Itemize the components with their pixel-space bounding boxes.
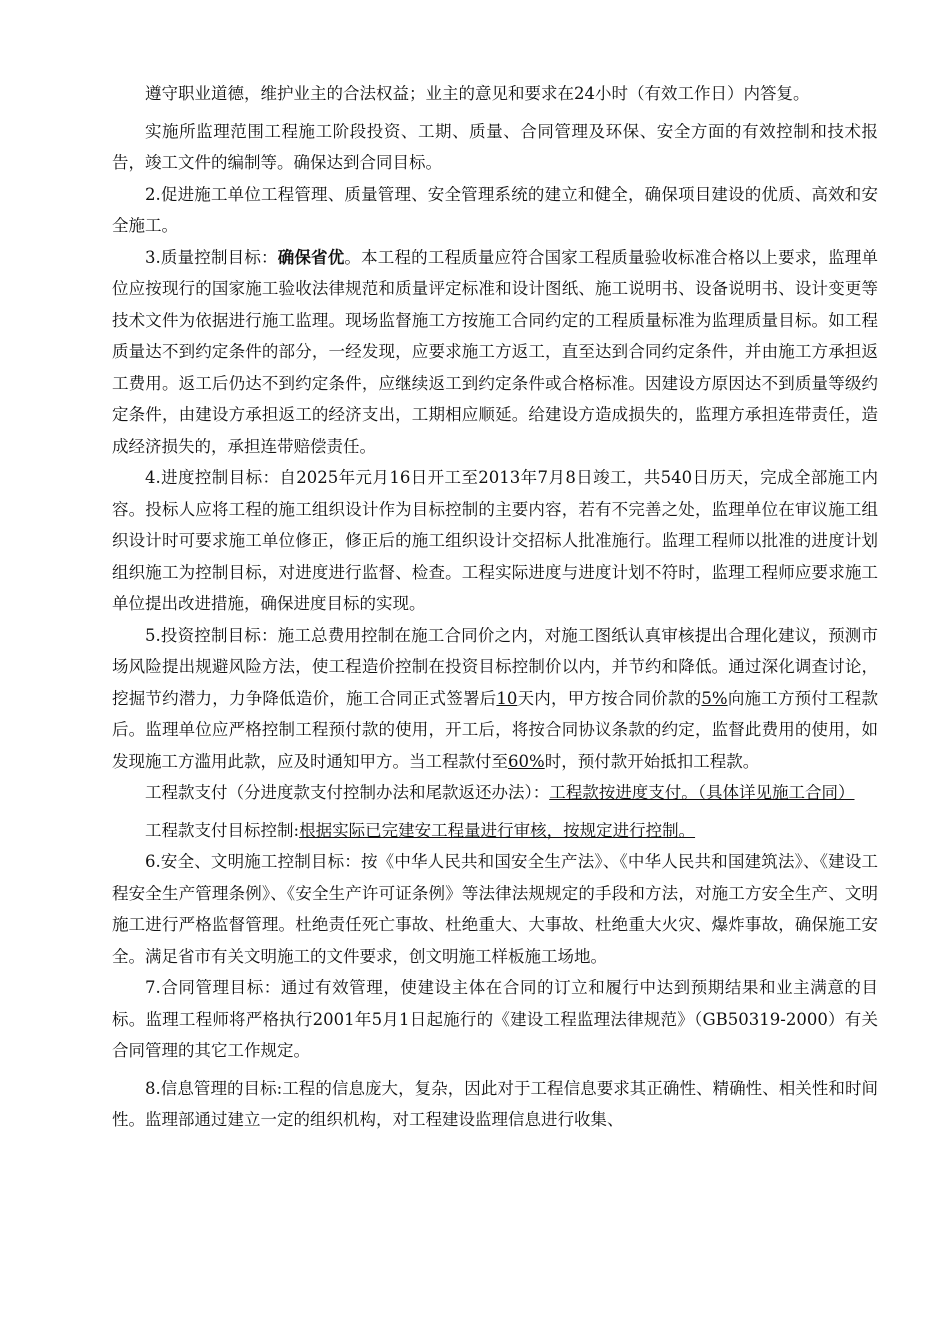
payment-control-underlined: 根据实际已完建安工程量进行审核，按规定进行控制。 — [299, 820, 696, 840]
payment-method-underlined: 工程款按进度支付。（具体详见施工合同） — [549, 783, 855, 802]
underlined-deduction-percent: 60% — [508, 751, 545, 771]
paragraph-scope-control: 实施所监理范围工程施工阶段投资、工期、质量、合同管理及环保、安全方面的有效控制和技术报告，竣工文件的编制等。确保达到合同目标。 — [112, 121, 878, 172]
payment-method-lead: 工程款支付（分进度款支付控制办法和尾款返还办法）： — [145, 783, 550, 802]
quality-target-body: 。本工程的工程质量应符合国家工程质量验收标准合格以上要求，监理单位应按现行的国家施工验收法律规范和质量评定标准和设计图纸、施工说明书、设备说明书、设计变更等技术文件为依据进行施工监理。现场监督施工方按施工合同约定的工程质量标准为监理质量目标。如工程质量达不到约定条件的部分，一经发现，应要求施工方返工，直至达到合同约定条件，并由施工方承担返工费用。返工后仍达不到约定条件，应继续返工到约定条件或合格标准。因建设方原因达不到质量等级约定条件，由建设方承担返工的经济支出，工期相应顺延。给建设方造成损失的，监理方承担连带责任，造成经济损失的，承担连带赔偿责任。 — [112, 247, 879, 456]
paragraph-safety-target: 6.安全、文明施工控制目标：按《中华人民共和国安全生产法》、《中华人民共和国建筑法》、《建设工程安全生产管理条例》、《安全生产许可证条例》等法律法规规定的手段和方法，对施工方安全生产、文明施工进行严格监督管理。杜绝责任死亡事故、杜绝重大、大事故、杜绝重大火灾、爆炸事故，确保施工安全。满足省市有关文明施工的文件要求，创文明施工样板施工场地。 — [112, 852, 878, 966]
paragraph-schedule-target: 4.进度控制目标：自2025年元月16日开工至2013年7月8日竣工，共540日历天，完成全部施工内容。投标人应将工程的施工组织设计作为目标控制的主要内容，若有不完善之处，监理单位在审议施工组织设计时可要求施工单位修正，修正后的施工组织设计交招标人批准施行。监理工程师以批准的进度计划组织施工为控制目标，对进度进行监督、检查。工程实际进度与进度计划不符时，监理工程师应要求施工单位提出改进措施，确保进度目标的实现。 — [112, 468, 878, 613]
paragraph-payment-method — [112, 777, 878, 809]
investment-text-b: 天内，甲方按合同价款的 — [517, 688, 702, 708]
investment-text-a: 5.投资控制目标：施工总费用控制在施工合同价之内，对施工图纸认真审核提出合理化建议，预测市场风险提出规避风险方法，使工程造价控制在投资目标控制价以内，并节约和降低。通过深化调查讨论，挖掘节约潜力，力争降低造价，施工合同正式签署后 — [112, 625, 878, 708]
paragraph-investment-target — [112, 620, 878, 778]
investment-text-d: 时，预付款开始抵扣工程款。 — [544, 751, 760, 771]
investment-text-c: 向施工方预付工程款后。监理单位应严格控制工程预付款的使用，开工后，将按合同协议条款的约定，监督此费用的使用，如发现施工方滥用此款，应及时通知甲方。当工程款付至 — [112, 688, 879, 771]
underlined-advance-percent: 5% — [701, 688, 728, 708]
quality-target-lead: 3.质量控制目标： — [145, 247, 278, 267]
paragraph-information-target: 8.信息管理的目标:工程的信息庞大，复杂，因此对于工程信息要求其正确性、精确性、相关性和时间性。监理部通过建立一定的组织机构，对工程建设监理信息进行收集、 — [112, 1078, 878, 1129]
paragraph-payment-control — [112, 815, 878, 847]
paragraph-management-systems: 2.促进施工单位工程管理、质量管理、安全管理系统的建立和健全，确保项目建设的优质、高效和安全施工。 — [112, 184, 878, 235]
quality-target-bold: 确保省优 — [277, 247, 345, 267]
paragraph-contract-target: 7.合同管理目标：通过有效管理，使建设主体在合同的订立和履行中达到预期结果和业主满意的目标。监理工程师将严格执行2001年5月1日起施行的《建设工程监理法律规范》（GB50319-2000）有关合同管理的其它工作规定。 — [112, 978, 878, 1060]
underlined-days: 10 — [496, 688, 518, 708]
paragraph-professional-ethics: 遵守职业道德，维护业主的合法权益；业主的意见和要求在24小时（有效工作日）内答复。 — [145, 84, 810, 103]
payment-control-lead: 工程款支付目标控制: — [145, 820, 300, 840]
paragraph-quality-target — [112, 242, 878, 463]
